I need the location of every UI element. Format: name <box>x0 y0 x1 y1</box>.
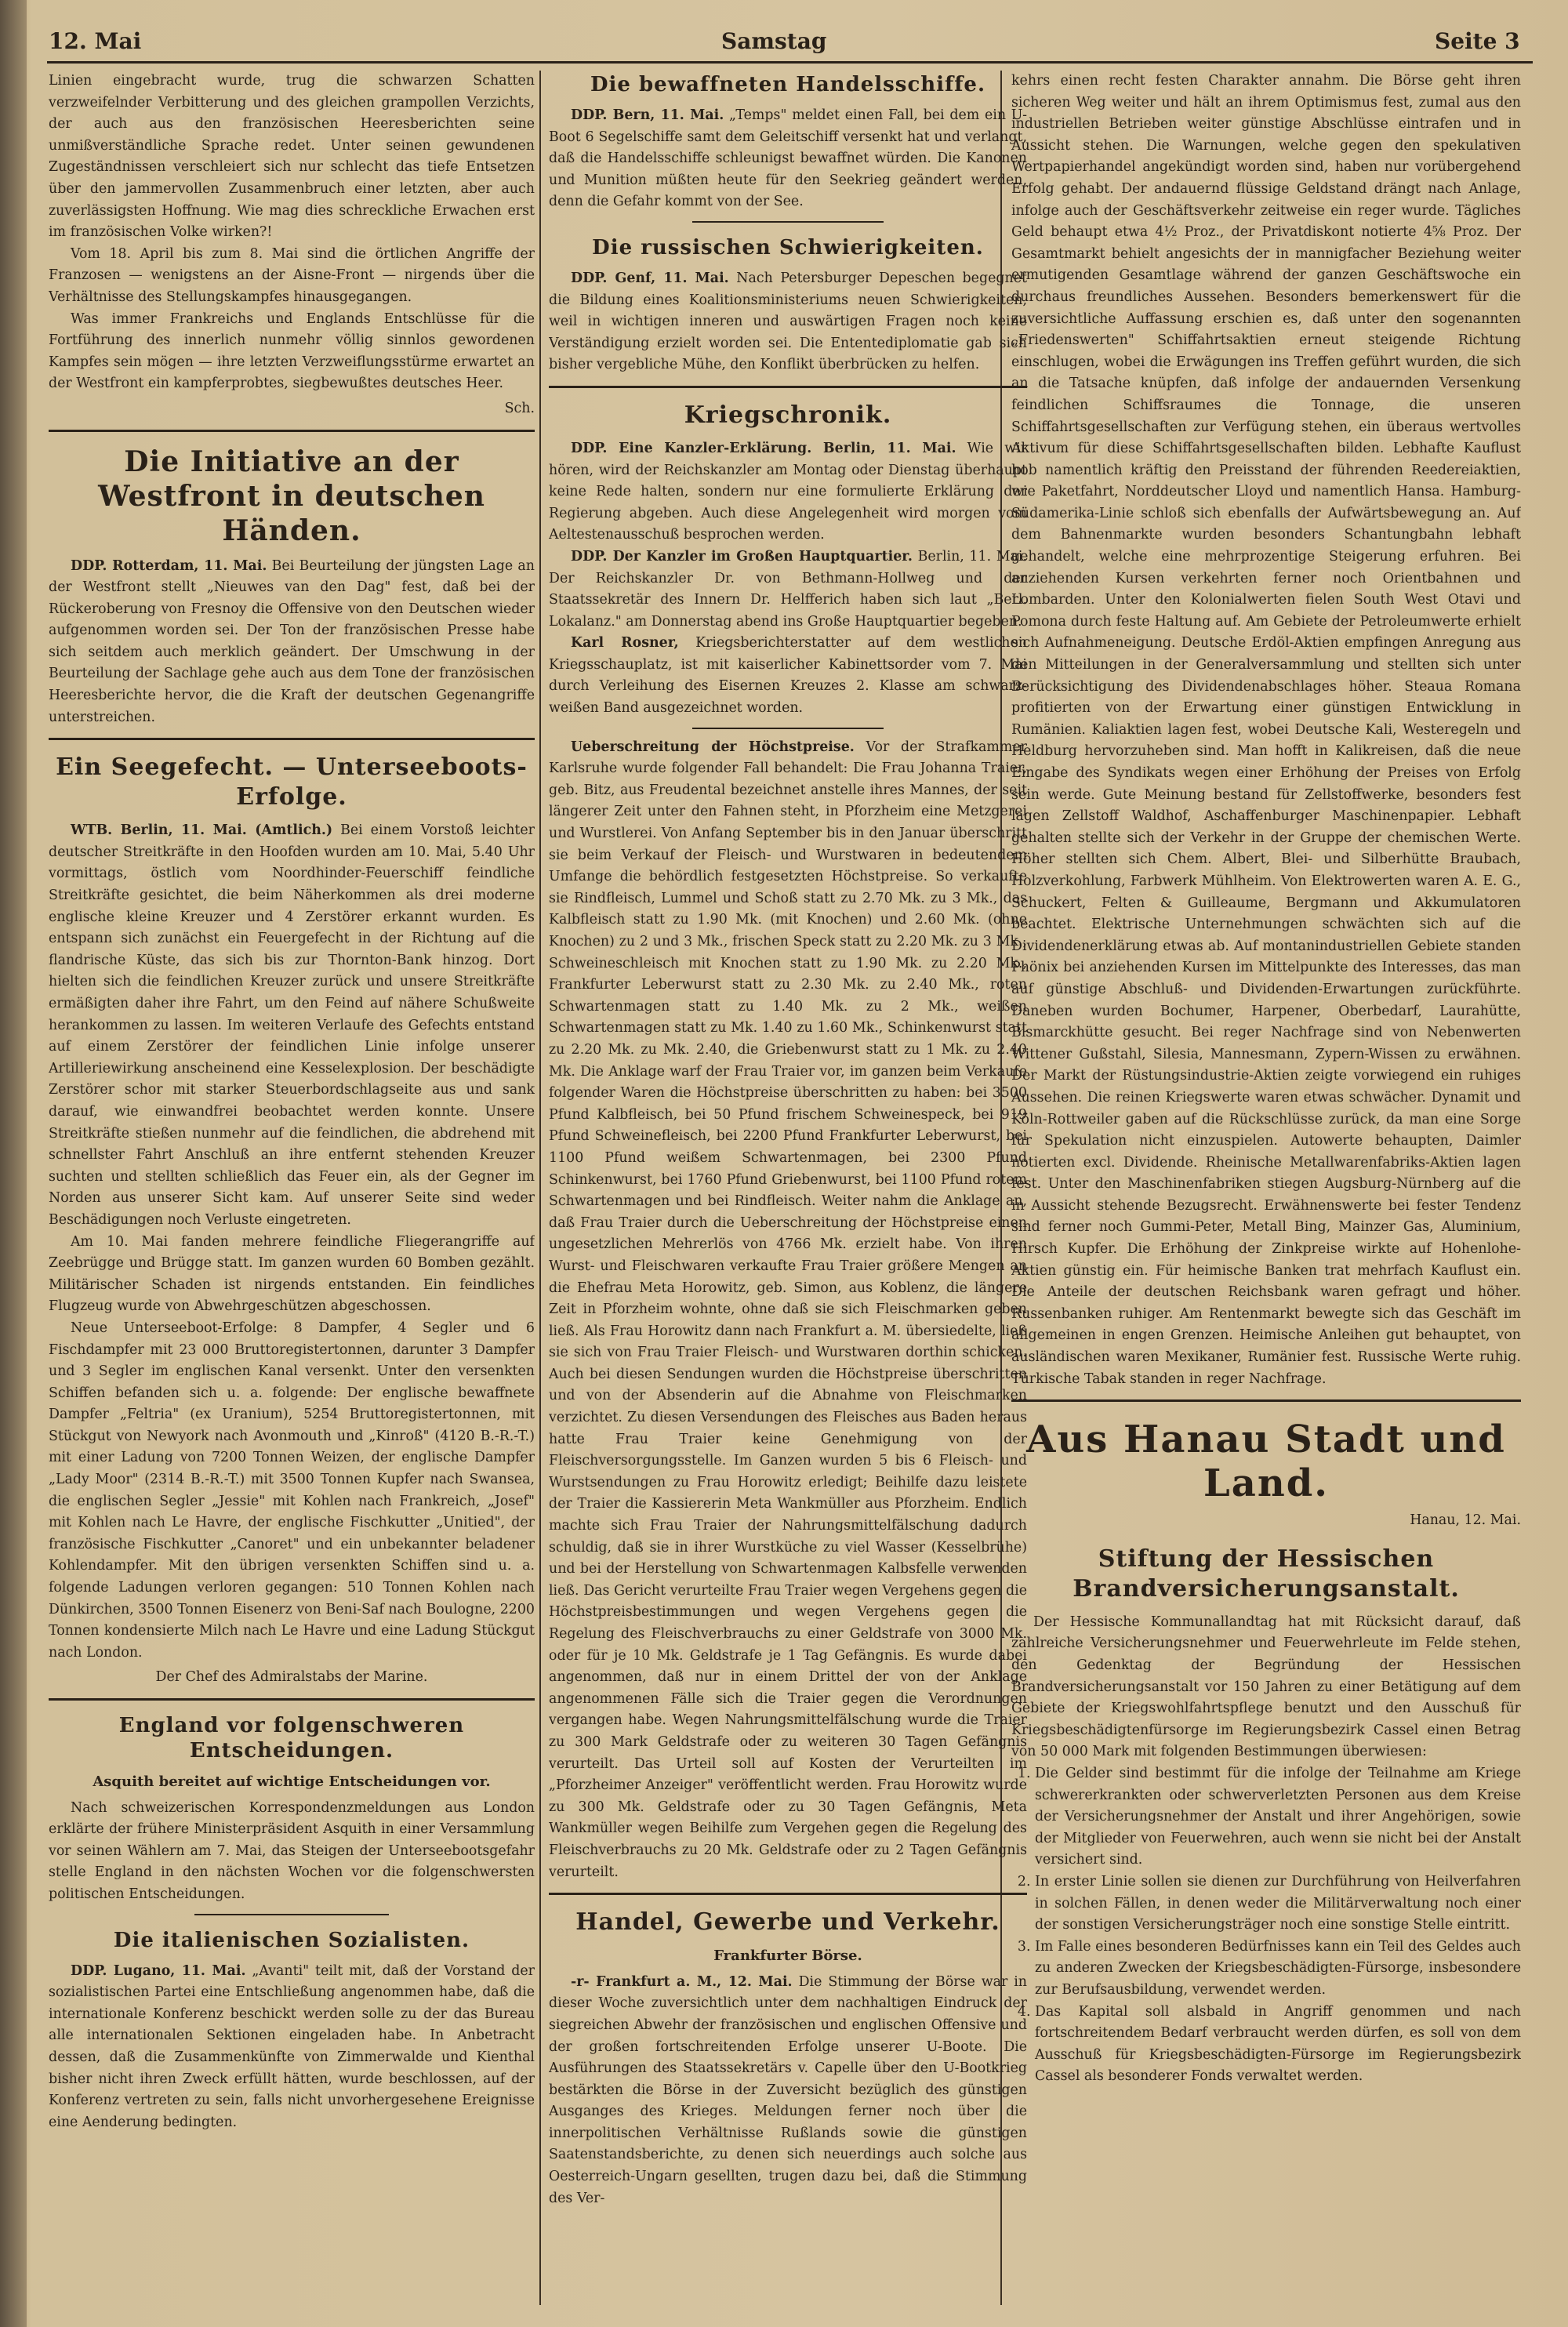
short-rule <box>692 728 884 729</box>
article-text: Wie wir hören, wird der Reichskanzler am Montag oder Dienstag überhaupt keine Rede halten, sondern nur eine formulierte Erklärung der Regierung abgeben. Auch diese Angelegenheit wird morgen vom Aeltestenausschuß besprochen werden. <box>549 440 1027 543</box>
list-item: 4. Das Kapital soll alsbald in Angriff genommen und nach fortschreitendem Bedarf verbraucht werden dürfen, es soll von dem Ausschuß für Kriegsbeschädigten-Fürsorge im Regierungsbezirk Cassel als besonderer Fonds verwaltet werden. <box>1035 2002 1521 2088</box>
article-text: kehrs einen recht festen Charakter annahm. Die Börse geht ihren sicheren Weg weiter und hält an ihrem Optimismus fest, zumal aus den industriellen Betrieben weiter günstige Abschlüsse eintrafen und in Aussicht stehen. Die Warnungen, welche gegen den spekulativen Wertpapierhandel angekündigt worden sind, haben nur vorübergehend Erfolg gehabt. Der andauernd flüssige Geldstand drängt nach Anlage, infolge auch der Geschäftsverkehr zeitweise ein reger wurde. Tägliches Geld behaupt etwa 4½ Proz., der Privatdiskont notierte 4⅝ Proz. Der Gesamtmarkt behielt angesichts der in mannigfacher Beziehung weiter ermutigenden Gesamtlage während der ganzen Geschäftswoche ein durchaus freundliches Aussehen. Besonders bemerkenswert für die zuversichtliche Auffassung erschien es, daß unter den sogenannten „Friedenswerten" Schiffahrtsaktien erneut steigende Richtung einschlugen, wobei die Erwägungen ins Treffen geführt wurden, die sich an die Tatsache knüpfen, daß infolge der andauernden Versenkung feindlichen Schiffsraumes die Tonnage, die unseren Schiffahrtsgesellschaften zur Verfügung stehen, ein überaus wertvolles Aktivum für diese Schiffahrtsgesellschaften bilden. Lebhafte Kauflust hob namentlich kräftig den Preisstand der führenden Reedereiaktien, wie Paketfahrt, Norddeutscher Lloyd und namentlich Hansa. Hamburg-Südamerika-Linie schloß sich ebenfalls der Aufwärtsbewegung an. Auf dem Bahnenmarkte wurden besonders Schantungbahn lebhaft gehandelt, welche eine mehrprozentige Steigerung erfuhren. Bei anziehenden Kursen verkehrten ferner noch Orientbahnen und Lombarden. Unter den Kolonialwerten fielen South West Otavi und Pomona durch feste Haltung auf. Am Gebiete der Petroleumwerte erhielt sich Aufnahmeneigung. Deutsche Erdöl-Aktien empfingen Anregung aus den Mitteilungen in der Generalversammlung und stellten sich unter Berücksichtigung des Dividendenabschlages höher. Steaua Romana profitierten von der Erwartung einer günstigen Entwicklung in Rumänien. Kaliaktien lagen fest, wobei Deutsche Kali, Westeregeln und Heldburg hervorzuheben sind. Man hofft in Kalikreisen, daß die neue Eingabe des Syndikats wegen einer Erhöhung der Preises von Erfolg sein werde. Gute Meinung bestand für Zellstoffwerke, besonders fest lagen Zellstoff Waldhof, Aschaffenburger Maschinenpapier. Lebhaft gehalten stellte sich der Verkehr in der Gruppe der chemischen Werte. Höher stellten sich Chem. Albert, Blei- und Silberhütte Braubach, Holzverkohlung, Farbwerk Mühlheim. Von Elektrowerten waren A. E. G., Schuckert, Felten & Guilleaume, Bergmann und Akkumulatoren beachtet. Elektrische Unternehmungen schwächten sich auf die Dividendenerklärung etwas ab. Auf montanindustriellen Gebiete standen Phönix bei anziehenden Kursen im Mittelpunkte des Interesses, das man auf günstige Abschluß- und Dividenden-Erwartungen zurückführte. Daneben wurden Bochumer, Harpener, Oberbedarf, Laurahütte, Bismarckhütte gesucht. Bei reger Nachfrage sind von Nebenwerten Wittener Gußstahl, Silesia, Mannesmann, Zypern-Wissen zu erwähnen. Der Markt der Rüstungsindustrie-Aktien zeigte vorwiegend ein ruhiges Aussehen. Die reinen Kriegswerte waren etwas schwächer. Dynamit und Köln-Rottweiler gaben auf die Rückschlüsse zurück, da man eine Sorge für Spekulation nicht einzuspielen. Autowerte behaupten, Daimler notierten excl. Dividende. Rheinische Metallwarenfabriks-Aktien lagen fest. Unter den Maschinenfabriken stiegen Augsburg-Nürnberg auf die in Aussicht stehende Bezugsrecht. Erwähnenswerte bei fester Tendenz sind ferner noch Gummi-Peter, Metall Bing, Mainzer Gas, Aluminium, Hirsch Kupfer. Die Erhöhung der Zinkpreise wirkte auf Hohenlohe-Aktien günstig ein. Für heimische Banken trat mehrfach Kauflust ein. Die Anteile der deutschen Reichsbank waren gefragt und höher. Russenbanken ruhiger. Am Rentenmarkt bewegte sich das Geschäft im allgemeinen in engen Grenzen. Heimische Anleihen gut behauptet, von ausländischen waren Mexikaner, Rumänier fest. Russische Werte ruhig. Türkische Tabak standen in reger Nachfrage. <box>1011 73 1521 1387</box>
article-text: Berlin, 11. Mai. Der Reichskanzler Dr. von Bethmann-Hollweg und der Staatssekretär des Innern Dr. Helfferich haben sich laut „Berl. Lokalanz." am Donnerstag abend ins Große Hauptquartier begeben. <box>549 548 1027 630</box>
headline-handel: Handel, Gewerbe und Verkehr. <box>575 1908 1000 1937</box>
headline-russisch: Die russischen Schwierigkeiten. <box>592 235 984 260</box>
header-rule <box>47 61 1533 64</box>
article-text: Vom 18. April bis zum 8. Mai sind die örtlichen Angriffe der Franzosen — wenigstens an der Aisne-Front — nirgends über die Verhältnisse des Stellungskampfes hinausgegangen. <box>49 245 535 305</box>
subheadline-england: Asquith bereitet auf wichtige Entscheidungen vor. <box>93 1773 491 1790</box>
page-binding-edge <box>0 0 27 2327</box>
dateline: WTB. Berlin, 11. Mai. (Amtlich.) <box>71 822 333 839</box>
headline-sozialisten: Die italienischen Sozialisten. <box>113 1928 470 1952</box>
section-masthead-hanau: Aus Hanau Stadt und Land. <box>1026 1418 1506 1506</box>
subheadline-boerse: Frankfurter Börse. <box>713 1948 862 1965</box>
dateline: -r- Frankfurt a. M., 12. Mai. <box>571 1973 793 1990</box>
list-item: 2. In erster Linie sollen sie dienen zur Durchführung von Heilverfahren in solchen Fällen, in denen weder die Militärverwaltung noch einer der sonstigen Versicherungsträger noch eine sonstige Stelle eintritt. <box>1035 1871 1521 1937</box>
column-1 <box>49 71 535 2305</box>
article-text: Was immer Frankreichs und Englands Entschlüsse für die Fortführung des innerlich nunmehr völlig sinnlos gewordenen Kampfes sein mögen — ihre letzten Verzweiflungsstürme erwartet an der Westfront ein kampferprobtes, siegbewußtes deutsches Heer. <box>49 310 535 392</box>
article-text: Am 10. Mai fanden mehrere feindliche Fliegerangriffe auf Zeebrügge und Brügge statt. Im ganzen wurden 60 Bomben gezählt. Militärischer Schaden ist nirgends entstanden. Ein feindliches Flugzeug wurde von Abwehrgeschützen abgeschossen. <box>49 1233 535 1315</box>
short-rule <box>194 1914 389 1915</box>
dateline: DDP. Der Kanzler im Großen Hauptquartier. <box>571 548 913 565</box>
section-rule <box>549 386 1027 388</box>
article-text: Vor der Strafkammer Karlsruhe wurde folgender Fall behandelt: Die Frau Johanna Traier, geb. Bitz, aus Freudental bezeichnet anstelle ihres Mannes, der seit längerer Zeit unter den Fahnen steht, in Pforzheim eine Metzgerei und Wurstlerei. Von Anfang September bis in den Januar überschritt sie beim Verkauf der Fleisch- und Wurstwaren in bedeutendem Umfange die behördlich festgesetzten Höchstpreise. So verkaufte sie Rindfleisch, Lummel und Schoß statt zu 2.70 Mk. zu 3 Mk., das Kalbfleisch statt zu 1.90 Mk. (mit Knochen) und 2.60 Mk. (ohne Knochen) zu 2 und 3 Mk., frischen Speck statt zu 2.20 Mk. zu 3 Mk., Schweineschleisch mit Knochen statt zu 1.90 Mk. zu 2.20 Mk., Frankfurter Leberwurst statt zu 2.30 Mk. zu 2.40 Mk., roten Schwartenmagen statt zu 1.40 Mk. zu 2 Mk., weißen Schwartenmagen statt zu Mk. 1.40 zu 1.60 Mk., Schinkenwurst statt zu 2.20 Mk. zu Mk. 2.40, die Griebenwurst statt zu 1 Mk. zu 2.40 Mk. Die Anklage warf der Frau Traier vor, im ganzen beim Verkaufe folgender Waren die Höchstpreise überschritten zu haben: bei 3500 Pfund Kalbfleisch, bei 50 Pfund frischem Schweinespeck, bei 919 Pfund Schweinefleisch, bei 2200 Pfund Frankfurter Leberwurst, bei 1100 Pfund weißem Schwartenmagen, bei 2300 Pfund Schinkenwurst, bei 1760 Pfund Griebenwurst, bei 1100 Pfund rotem Schwartenmagen und bei Rindfleisch. Weiter nahm die Anklage an, daß Frau Traier durch die Ueberschreitung der Höchstpreise einen ungesetzlichen Mehrerlös von 4766 Mk. erzielt habe. Von ihren Wurst- und Fleischwaren verkaufte Frau Traier größere Mengen an die Ehefrau Meta Horowitz, geb. Simon, aus Koblenz, die längere Zeit in Pforzheim wohnte, ohne daß sie sich Fleischmarken geben ließ. Als Frau Horowitz dann nach Frankfurt a. M. übersiedelte, ließ sie sich von Frau Traier Fleisch- und Wurstwaren dorthin schicken. Auch bei diesen Sendungen wurden die Höchstpreise überschritten und von der Absenderin auf die Abnahme von Fleischmarken verzichtet. Zu diesen Versendungen des Fleisches aus Baden heraus hatte Frau Traier keine Genehmigung von der Fleischversorgungsstelle. Im Ganzen wurden 5 bis 6 Fleisch- und Wurstsendungen zu Frau Horowitz erledigt; Beihilfe dazu leistete der Traier die Kassiererin Meta Wankmüller aus Pforzheim. Endlich machte sich Frau Traier der Nahrungsmittelfälschung dadurch schuldig, daß sie in ihrer Wurstküche zu viel Wasser (Kesselbrühe) und bei der Herstellung von Schwartenmagen Kalbsfelle verwenden ließ. Das Gericht verurteilte Frau Traier wegen Vergehens gegen die Höchstpreisbestimmungen und wegen Vergehens gegen die Regelung des Fleischverbrauchs zu einer Geldstrafe von 3000 Mk. oder für je 10 Mk. Geldstrafe je 1 Tag Gefängnis. Es wurde dabei angenommen, daß nur in einem Drittel der von der Anklage angenommenen Fälle sich die Traier gegen die Verordnungen vergangen habe. Wegen Nahrungsmittelfälschung wurde die Traier zu 300 Mark Geldstrafe oder zu weiteren 30 Tagen Gefängnis verurteilt. Das Urteil soll auf Kosten der Verurteilten im „Pforzheimer Anzeiger" veröffentlicht werden. Frau Horowitz wurde zu 300 Mk. Geldstrafe oder zu 30 Tagen Gefängnis, Meta Wankmüller wegen Beihilfe zum Vergehen gegen die Regelung des Fleischverbrauchs zu 20 Mk. Geldstrafe oder zu 2 Tagen Gefängnis verurteilt. <box>549 739 1027 1880</box>
dateline: DDP. Genf, 11. Mai. <box>571 270 729 286</box>
article-text: Der Hessische Kommunallandtag hat mit Rücksicht darauf, daß zahlreiche Versicherungsnehmer und Feuerwehrleute im Felde stehen, den Gedenktag der Begründung der Hessischen Brandversicherungsanstalt vor 150 Jahren zu einer Betätigung auf dem Gebiete der Kriegswohlfahrtspflege benutzt und den Ausschuß für Kriegsbeschädigtenfürsorge im Regierungsbezirk Cassel einen Betrag von 50 000 Mark mit folgenden Bestimmungen überwiesen: <box>1011 1614 1521 1760</box>
headline-handelsschiffe: Die bewaffneten Handelsschiffe. <box>590 73 986 96</box>
article-text: Linien eingebracht wurde, trug die schwarzen Schatten verzweifelnder Verbitterung und des gleichen grampollen Verzichts, der auch aus den französischen Heeresberichten seine unmißverständliche Sprache redet. Unter seinen gewundenen Zugeständnissen verschleiert sich nur schlecht das tiefe Entsetzen über den jammervollen Zusammenbruch einer letzten, aber auch zuverlässigsten Hoffnung. Wie mag dies schreckliche Erwachen erst im französischen Volke wirken?! <box>49 73 535 241</box>
article-text: Nach schweizerischen Korrespondenzmeldungen aus London erklärte der frühere Ministerpräsident Asquith in einer Versammlung vor seinen Wählern am 7. Mai, das Steigen der Unterseebootsgefahr stelle England in den nächsten Wochen vor die folgenschwersten politischen Entscheidungen. <box>49 1799 535 1902</box>
section-rule <box>49 1698 535 1701</box>
article-text: Bei Beurteilung der jüngsten Lage an der Westfront stellt „Nieuwes van den Dag" fest, daß bei der Rückeroberung von Fresnoy die Offensive von den Deutschen wieder aufgenommen worden sei. Der Ton der französischen Presse habe sich seitdem auch merklich geändert. Der Umschwung in der Beurteilung der Sachlage gehe auch aus dem Tone der französischen Heeresberichte hervor, die die Kraft der deutschen Gegenangriffe unterstreichen. <box>49 557 535 725</box>
article-text: Nach Petersburger Depeschen begegnet die Bildung eines Koalitionsministeriums neuen Schwierigkeiten, weil in wichtigen inneren und auswärtigen Fragen noch keine Verständigung erzielt worden sei. Die Ententediplomatie gab sich bisher vergebliche Mühe, den Konflikt überbrücken zu helfen. <box>549 270 1027 373</box>
dateline: DDP. Rotterdam, 11. Mai. <box>71 557 267 574</box>
article-text: Bei einem Vorstoß leichter deutscher Streitkräfte in den Hoofden wurden am 10. Mai, 5.40 Uhr vormittags, östlich vom Noordhinder-Feuerschiff feindliche Streitkräfte gesichtet, die beim Näherkommen als drei moderne englische kleine Kreuzer und 4 Zerstörer erkannt wurden. Es entspann sich zunächst ein Feuergefecht in der Richtung auf die flandrische Küste, das sich bis zur Thornton-Bank hinzog. Dort hielten sich die feindlichen Kreuzer zurück und unsere Streitkräfte ermäßigten daher ihre Fahrt, um den Feind auf nähere Schußweite herankommen zu lassen. Im weiteren Verlaufe des Gefechts entstand auf einem Zerstörer der feindlichen Linie infolge unserer Artilleriewirkung anscheinend eine Kesselexplosion. Der beschädigte Zerstörer schor mit starker Steuerbordschlagseite aus und sank darauf, wie einwandfrei beobachtet werden konnte. Unsere Streitkräfte stießen nunmehr auf die feindlichen, die abdrehend mit schnellster Fahrt Anschluß an ihre entfernt stehenden Kreuzer suchten und stellten schließlich das Feuer ein, als der Gegner im Norden aus unserer Sicht kam. Auf unserer Seite sind weder Beschädigungen noch Verluste eingetreten. <box>49 822 535 1228</box>
section-rule <box>1011 1399 1521 1402</box>
article-text: „Temps" meldet einen Fall, bei dem ein U-Boot 6 Segelschiffe samt dem Geleitschiff versenkt hat und verlangt, daß die Handelsschiffe schleunigst bewaffnet würden. Die Kanonen und Munition müßten heute für den Seekrieg geändert werden, denn die Gefahr kommt von der See. <box>549 107 1027 210</box>
header-date: 12. Mai <box>49 28 142 54</box>
section-rule <box>549 1893 1027 1895</box>
dateline: DDP. Bern, 11. Mai. <box>571 107 724 123</box>
section-rule <box>49 430 535 432</box>
headline-initiative: Die Initiative an der Westfront in deutschen Händen. <box>98 445 485 547</box>
short-rule <box>692 221 884 223</box>
header-day: Samstag <box>721 28 827 54</box>
headline-seegefecht: Ein Seegefecht. — Unterseeboots-Erfolge. <box>56 753 528 811</box>
list-item: 1. Die Gelder sind bestimmt für die infolge der Teilnahme am Kriege schwererkrankten oder schwerverletzten Personen aus dem Kreise der Versicherungsnehmer der Anstalt und ihrer Angehörigen, sowie der Mitglieder von Feuerwehren, auch wenn sie nicht bei der Anstalt versichert sind. <box>1035 1763 1521 1871</box>
column-3 <box>1011 71 1521 2305</box>
numbered-list <box>1011 1763 1521 2088</box>
headline-england: England vor folgenschweren Entscheidungen. <box>118 1714 465 1762</box>
article-text: Die Stimmung der Börse war in dieser Woche zuversichtlich unter dem nachhaltigen Eindruck der siegreichen Abwehr der französischen und englischen Offensive und der großen fortschreitenden Erfolge unserer U-Boote. Die Ausführungen des Staatssekretärs v. Capelle über den U-Bootkrieg bestärkten die Börse in der Zuversicht bezüglich des günstigen Ausganges des Krieges. Meldungen ferner noch über die innerpolitischen Verhältnisse Rußlands sowie die günstigen Saatenstandsberichte, zu denen sich neuerdings auch solche aus Oesterreich-Ungarn gesellten, trugen dazu bei, daß die Stimmung des Ver- <box>549 1973 1027 2206</box>
list-item: 3. Im Falle eines besonderen Bedürfnisses kann ein Teil des Geldes auch zu anderen Zwecken der Kriegsbeschädigten-Fürsorge, insbesondere zur Berufsausbildung, verwendet werden. <box>1035 1937 1521 2002</box>
dateline: Ueberschreitung der Höchstpreise. <box>571 739 855 755</box>
dateline: DDP. Eine Kanzler-Erklärung. Berlin, 11. Mai. <box>571 440 956 456</box>
headline-kriegschronik: Kriegschronik. <box>684 401 892 429</box>
dateline: Karl Rosner, <box>571 635 679 652</box>
header-page-number: Seite 3 <box>1435 28 1520 54</box>
article-signature: Der Chef des Admiralstabs der Marine. <box>155 1669 428 1686</box>
headline-stiftung: Stiftung der Hessischen Brandversicherungsanstalt. <box>1073 1545 1460 1603</box>
dateline-place: Hanau, 12. Mai. <box>1410 1512 1521 1529</box>
article-signature: Sch. <box>504 400 535 416</box>
dateline: DDP. Lugano, 11. Mai. <box>71 1962 246 1979</box>
section-rule <box>49 738 535 740</box>
column-divider-1 <box>539 71 541 2305</box>
article-text: Kriegsberichterstatter auf dem westlichen Kriegsschauplatz, ist mit kaiserlicher Kabinettsorder vom 7. Mai durch Verleihung des Eisernen Kreuzes 2. Klasse am schwarz-weißen Band ausgezeichnet worden. <box>549 635 1027 717</box>
article-text: „Avanti" teilt mit, daß der Vorstand der sozialistischen Partei eine Entschließung angenommen habe, daß die internationale Konferenz beschickt werden solle zu der das Bureau alle internationalen Sektionen eingeladen habe. In Anbetracht dessen, daß die Zusammenkünfte von Zimmerwalde und Kienthal bisher nicht ihren Zweck erfüllt hätten, wurde beschlossen, auf der Konferenz vertreten zu sein, falls nicht unvorhergesehene Ereignisse eine Aenderung bedingten. <box>49 1962 535 2130</box>
article-text: Neue Unterseeboot-Erfolge: 8 Dampfer, 4 Segler und 6 Fischdampfer mit 23 000 Bruttoregistertonnen, darunter 3 Dampfer und 3 Segler im englischen Kanal versenkt. Unter den versenkten Schiffen befanden sich u. a. folgende: Der englische bewaffnete Dampfer „Feltria" (ex Uranium), 5254 Bruttoregistertonnen, mit Stückgut von Newyork nach Avonmouth und „Kinroß" (4120 B.-R.-T.) mit einer Ladung von 7200 Tonnen Weizen, der englische Dampfer „Lady Moor" (2314 B.-R.-T.) mit 3500 Tonnen Kupfer nach Swansea, die englischen Segler „Jessie" mit Kohlen nach Frankreich, „Josef" mit Kohlen nach Le Havre, der englische Fischkutter „Unitied", der französische Fischkutter „Canoret" und ein unbekannter beladener Kohlendampfer. Mit den übrigen versenkten Schiffen sind u. a. folgende Ladungen verloren gegangen: 510 Tonnen Kohlen nach Dünkirchen, 3500 Tonnen Eisenerz von Beni-Saf nach Boulogne, 2200 Tonnen kondensierte Milch nach Le Havre und eine Ladung Stückgut nach London. <box>49 1320 535 1661</box>
column-2 <box>549 71 1027 2305</box>
